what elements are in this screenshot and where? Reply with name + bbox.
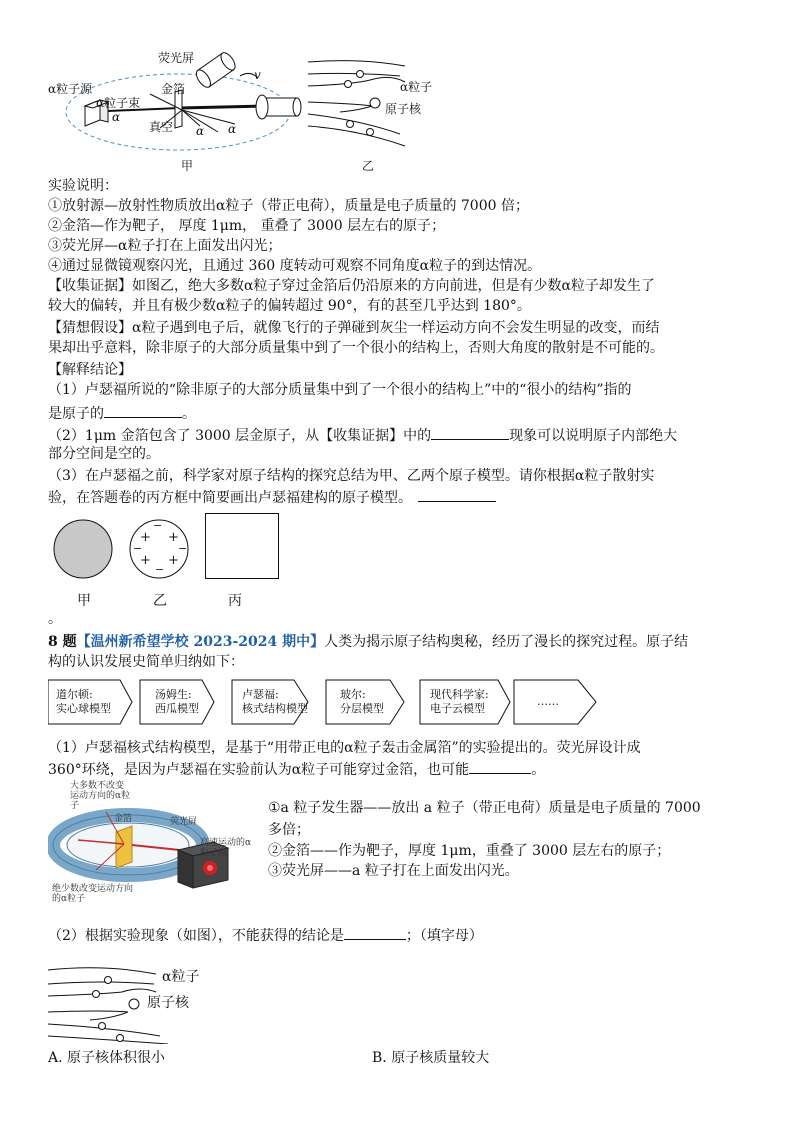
apparatus-label-foil: 金箔 [114, 814, 133, 824]
q1-line-2-text: 是原子的 [48, 406, 104, 422]
model-bing-box[interactable] [205, 513, 279, 579]
chain-bohr-name: 玻尔: [340, 688, 366, 701]
option-a[interactable]: A. 原子核体积很小 [48, 1050, 166, 1066]
chain-modern-name: 现代科学家: [430, 688, 489, 701]
trailing-period: 。 [48, 611, 62, 627]
apparatus-label-screen: 荧光屏 [170, 817, 198, 827]
apparatus-label-stream: 高速运动的α粒子流 [200, 838, 252, 858]
q2-line-1 [48, 424, 677, 446]
q8-intro-line-2: 构的认识发展史简单归纳如下： [48, 654, 244, 670]
q3-line-2-text: 验，在答题卷的丙方框中简要画出卢瑟福建构的原子模型。 [48, 490, 412, 506]
scattering-label-alpha: α粒子 [162, 969, 200, 985]
q8-number: 8 题 [48, 634, 77, 650]
experiment-title: 实验说明： [48, 178, 118, 194]
model-bing-label: 丙 [228, 593, 242, 609]
chain-dalton-name: 道尔顿: [56, 688, 93, 701]
q8-intro-line-1 [48, 632, 688, 652]
label-v: v [254, 68, 261, 82]
chain-modern [430, 688, 489, 716]
model-jia-label: 甲 [77, 593, 91, 609]
label-nucleus: 原子核 [385, 102, 422, 116]
q8-part1-blank[interactable] [469, 758, 531, 774]
q8-part1-end: 。 [531, 762, 546, 778]
experiment-item-4: ④通过显微镜观察闪光，且通过 360 度转动可观察不同角度α粒子的到达情况。 [48, 258, 542, 274]
label-source: α粒子源 [48, 82, 93, 96]
q1-line-2-end: 。 [182, 406, 196, 422]
q8-desc-1a: ①a 粒子发生器——放出 a 粒子（带正电荷）质量是电子质量的 7000 [268, 800, 701, 816]
experiment-item-1: ①放射源—放射性物质放出α粒子（带正电荷），质量是电子质量的 7000 倍； [48, 198, 529, 214]
chain-dalton-model: 实心球模型 [56, 702, 111, 715]
label-foil: 金箔 [161, 82, 186, 96]
chain-bohr [340, 688, 384, 716]
q8-part2-end: ；（填字母） [405, 928, 483, 944]
model-yi-label: 乙 [153, 593, 167, 609]
model-jia-circle [52, 518, 114, 580]
label-alpha-particle: α粒子 [400, 80, 433, 94]
model-yi-minus-4: − [155, 563, 165, 576]
model-yi-minus-2: − [133, 542, 143, 555]
q8-part1-line-1: （1）卢瑟福核式结构模型，是基于“用带正电的α粒子轰击金属箔”的实验提出的。荧光屏设计成 [48, 740, 641, 756]
q1-line-1: （1）卢瑟福所说的“除非原子的大部分质量集中到了一个很小的结构上”中的“很小的结构”指的 [48, 382, 632, 398]
chain-ellipsis: …… [537, 695, 559, 708]
chain-rutherford-name: 卢瑟福: [242, 688, 279, 701]
q2-line-1a: （2）1μm 金箔包含了 3000 层金原子，从【收集证据】中的 [48, 428, 432, 444]
q3-line-2 [48, 486, 496, 508]
q2-answer-blank[interactable] [431, 424, 509, 440]
history-chain [48, 679, 608, 727]
model-yi-plus-4: + [168, 553, 179, 568]
apparatus-label-few: 绝少数改变运动方向的α粒子 [52, 884, 134, 904]
q8-part2 [48, 924, 483, 946]
chain-dalton [56, 688, 111, 716]
caption-yi-top: 乙 [362, 159, 375, 173]
chain-rutherford-model: 核式结构模型 [242, 702, 308, 715]
option-b[interactable]: B. 原子核质量较大 [372, 1050, 490, 1066]
label-vacuum: 真空 [149, 120, 174, 134]
label-alpha-3: α [228, 122, 237, 136]
q2-line-2: 部分空间是空的。 [48, 446, 160, 462]
chain-bohr-model: 分层模型 [340, 702, 384, 715]
q3-answer-blank[interactable] [418, 486, 496, 502]
model-yi-plus-1: + [140, 530, 151, 545]
experiment-item-3: ③荧光屏—α粒子打在上面发出闪光； [48, 238, 282, 254]
label-alpha-2: α [196, 124, 205, 138]
chain-rutherford [242, 688, 308, 716]
q8-part2-blank[interactable] [344, 924, 406, 940]
chain-thomson-model: 西瓜模型 [155, 702, 199, 715]
q1-answer-blank[interactable] [104, 402, 182, 418]
q8-intro-text-1: 人类为揭示原子结构奥秘，经历了漫长的探究过程。原子结 [324, 634, 689, 650]
model-yi-minus-1: − [153, 519, 163, 532]
label-alpha-1: α [112, 110, 121, 124]
chain-thomson [155, 688, 199, 716]
q2-line-1b: 现象可以说明原子内部绝大 [509, 428, 678, 444]
model-yi-plus-2: + [168, 530, 179, 545]
q3-line-1: （3）在卢瑟福之前，科学家对原子结构的探究总结为甲、乙两个原子模型。请你根据α粒子散射实 [48, 468, 655, 484]
q8-part1-line-2-text: 360°环绕，是因为卢瑟福在实验前认为α粒子可能穿过金箔，也可能 [48, 762, 470, 778]
evidence-line-2: 较大的偏转，并且有极少数α粒子的偏转超过 90°，有的甚至几乎达到 180°。 [48, 298, 531, 314]
scattering-label-nucleus: 原子核 [147, 995, 189, 1011]
hypothesis-line-1: 【猜想假设】α粒子遇到电子后，就像飞行的子弹碰到灰尘一样运动方向不会发生明显的改变，而结 [48, 320, 660, 336]
q8-desc-1b: 多倍； [268, 822, 310, 838]
q1-line-2 [48, 402, 196, 424]
apparatus-label-most: 大多数不改变运动方向的α粒子 [70, 781, 131, 811]
caption-jia-top: 甲 [181, 159, 194, 173]
conclusion-title: 【解释结论】 [48, 362, 132, 378]
label-screen: 荧光屏 [158, 51, 195, 65]
chain-thomson-name: 汤姆生: [155, 688, 192, 701]
model-yi-plus-3: + [140, 553, 151, 568]
q8-desc-3: ③荧光屏——a 粒子打在上面发出闪光。 [268, 863, 519, 879]
evidence-line-1: 【收集证据】如图乙，绝大多数α粒子穿过金箔后仍沿原来的方向前进，但是有少数α粒子却发生了 [48, 278, 655, 294]
q8-part2-text: （2）根据实验现象（如图），不能获得的结论是 [48, 928, 344, 944]
q8-source: 【温州新希望学校 2023-2024 期中】 [76, 634, 325, 650]
model-yi-minus-3: − [178, 542, 188, 555]
hypothesis-line-2: 果却出乎意料，除非原子的大部分质量集中到了一个很小的结构上，否则大角度的散射是不可能的。 [48, 340, 664, 356]
experiment-item-2: ②金箔—作为靶子， 厚度 1μm， 重叠了 3000 层左右的原子； [48, 218, 446, 234]
q8-part1-line-2 [48, 758, 545, 780]
chain-modern-model: 电子云模型 [430, 702, 485, 715]
q8-desc-2: ②金箔——作为靶子，厚度 1μm，重叠了 3000 层左右的原子； [268, 843, 671, 859]
label-beam: α粒子束 [96, 96, 141, 110]
